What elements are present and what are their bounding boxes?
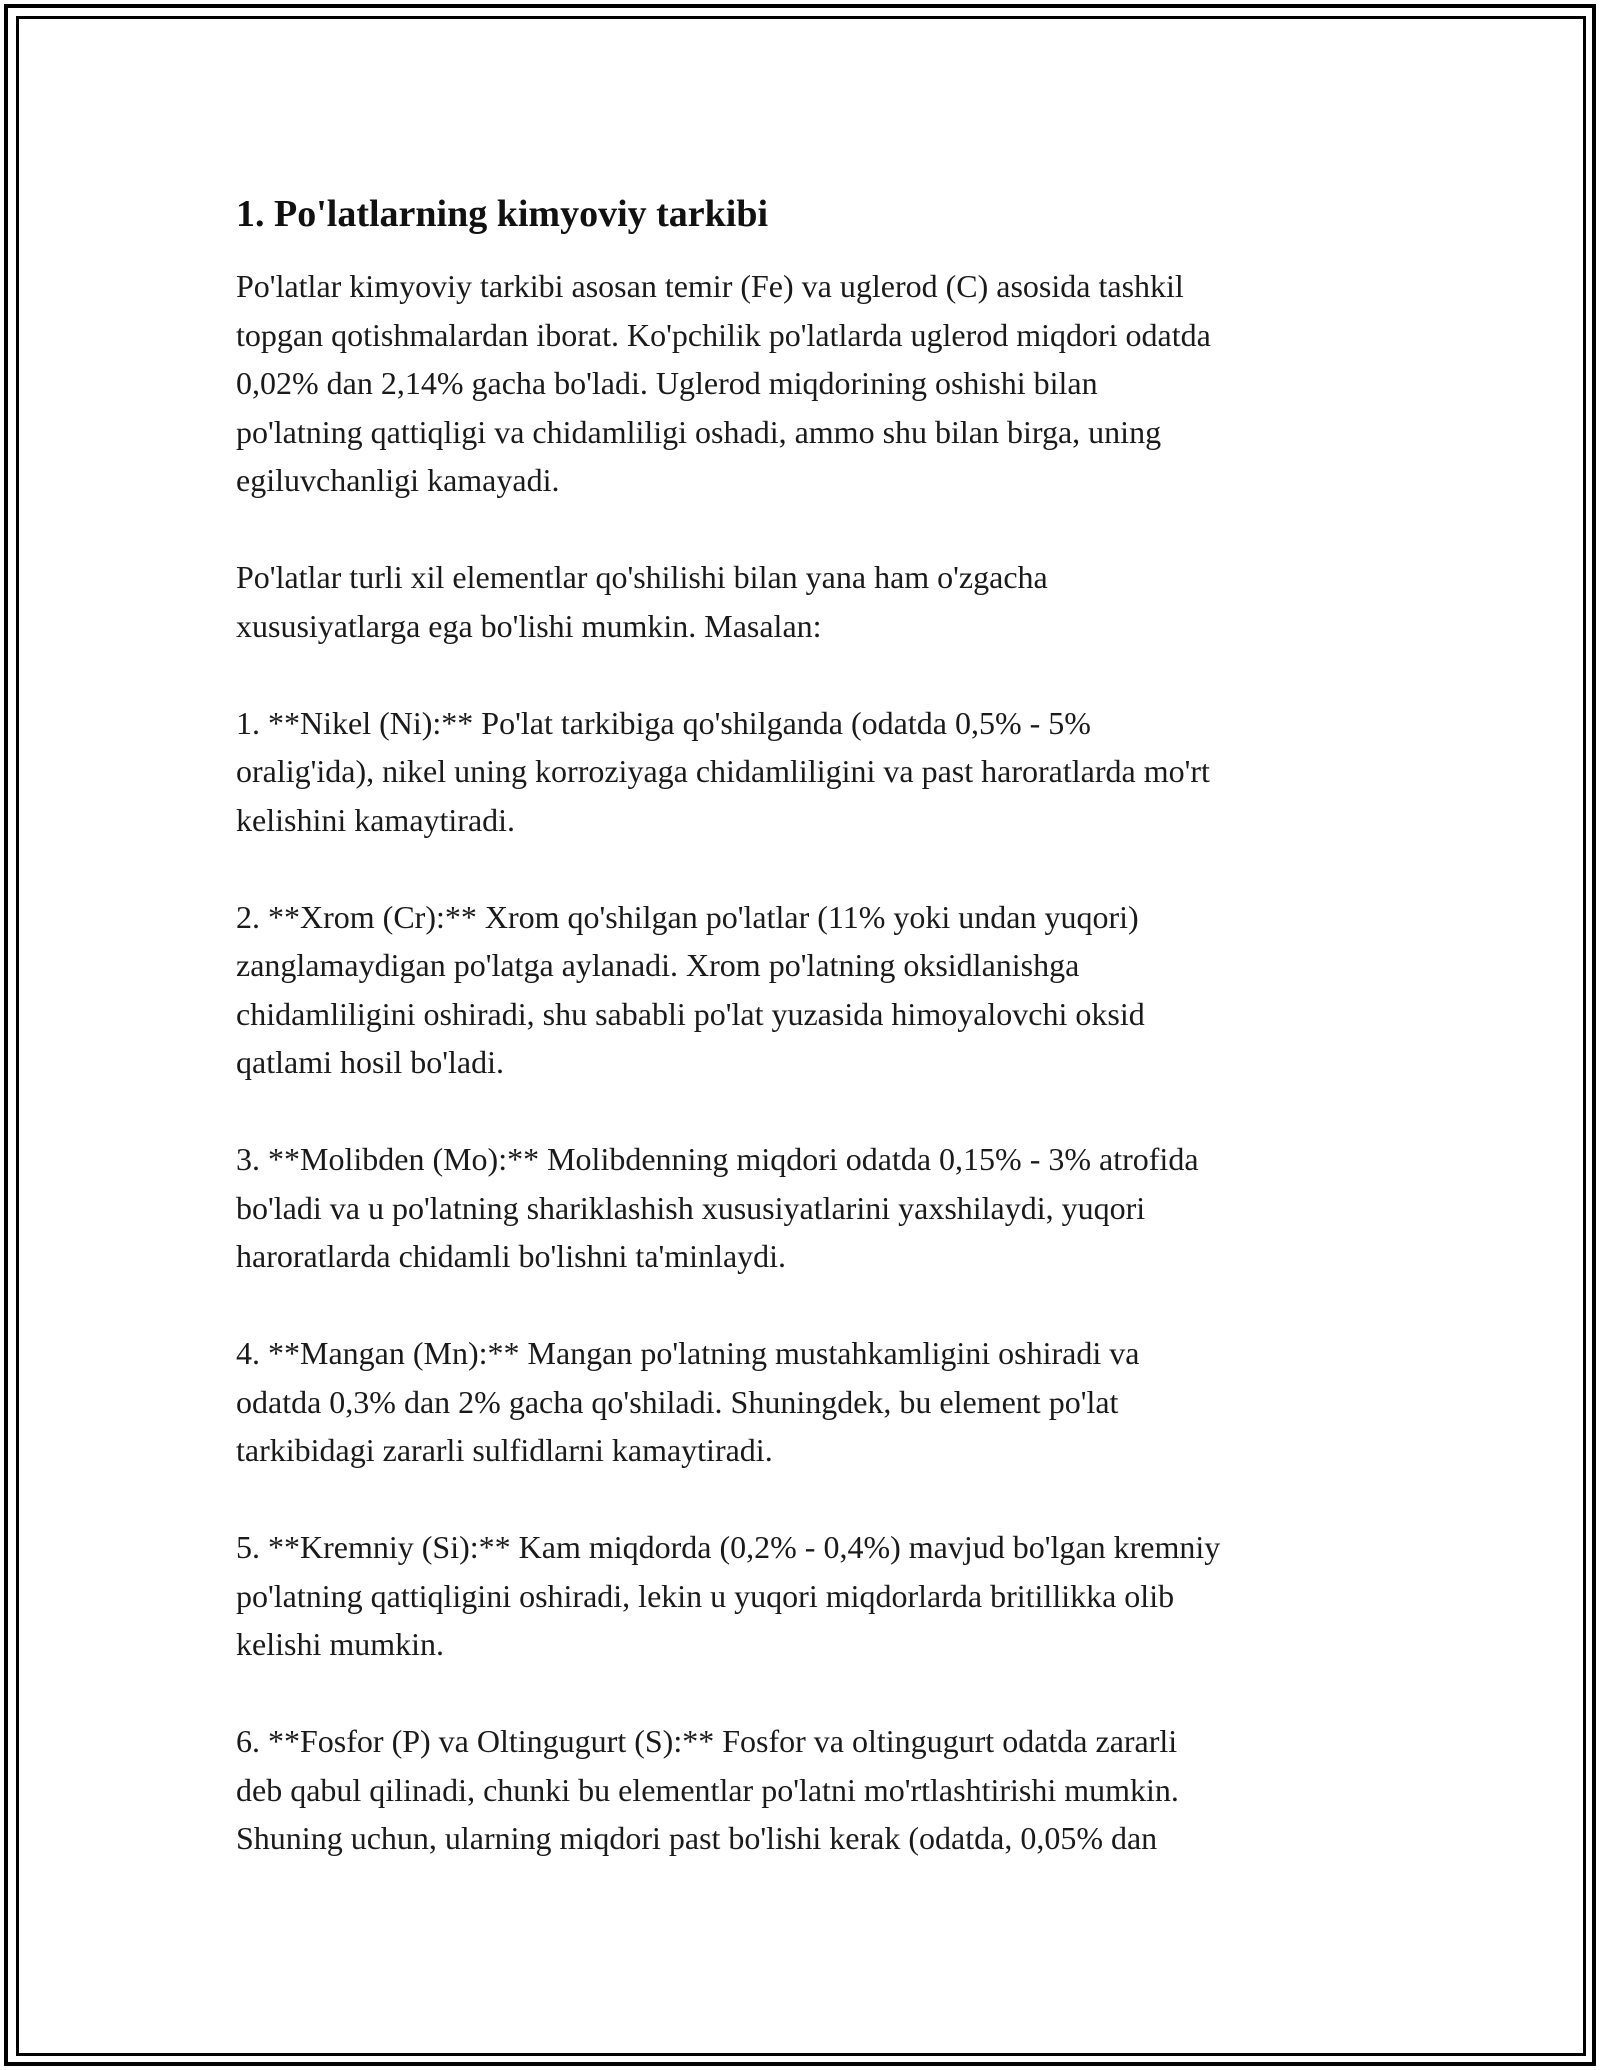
elements-intro-paragraph: Po'latlar turli xil elementlar qo'shilishi bilan yana ham o'zgacha xususiyatlarga ega bo'lishi mumkin. Masalan: xyxy=(236,559,1048,644)
list-item-manganese: 4. **Mangan (Mn):** Mangan po'latning mustahkamligini oshiradi va odatda 0,3% dan 2% gacha qo'shiladi. Shuningdek, bu element po'lat tarkibidagi zararli sulfidlarni kamaytiradi. xyxy=(236,1335,1140,1468)
list-item-phosphorus-sulfur: 6. **Fosfor (P) va Oltingugurt (S):** Fosfor va oltingugurt odatda zararli deb qabul qilinadi, chunki bu elementlar po'latni mo'rtlashtirishi mumkin. Shuning uchun, ularning miqdori past bo'lishi kerak (odatda, 0,05% dan xyxy=(236,1723,1179,1856)
list-item-nickel: 1. **Nikel (Ni):** Po'lat tarkibiga qo'shilganda (odatda 0,5% - 5% oralig'ida), nikel uning korroziyaga chidamliligini va past haroratlarda mo'rt kelishini kamaytiradi. xyxy=(236,704,1210,838)
list-item-chromium: 2. **Xrom (Cr):** Xrom qo'shilgan po'latlar (11% yoki undan yuqori) zanglamaydigan po'latga aylanadi. Xrom po'latning oksidlanishga chidamliligini oshiradi, shu sababli po'lat yuzasida himoyalovchi oksid qatlami hosil bo'ladi. xyxy=(236,898,1145,1080)
list-item-silicon: 5. **Kremniy (Si):** Kam miqdorda (0,2% - 0,4%) mavjud bo'lgan kremniy po'latning qattiqligini oshiradi, lekin u yuqori miqdorlarda britillikka olib kelishi mumkin. xyxy=(236,1529,1221,1662)
list-item-molybdenum: 3. **Molibden (Mo):** Molibdenning miqdori odatda 0,15% - 3% atrofida bo'ladi va u po'latning shariklashish xususiyatlarini yaxshilaydi, yuqori haroratlarda chidamli bo'lishni ta'minlaydi. xyxy=(236,1141,1199,1274)
intro-paragraph: Po'latlar kimyoviy tarkibi asosan temir (Fe) va uglerod (C) asosida tashkil topgan qotishmalardan iborat. Ko'pchilik po'latlarda uglerod miqdori odatda 0,02% dan 2,14% gacha bo'ladi. Uglerod miqdorining oshishi bilan po'latning qattiqligi va chidamliligi oshadi, ammo shu bilan birga, uning egiluvchanligi kamayadi. xyxy=(236,268,1211,498)
section-heading: 1. Po'latlarning kimyoviy tarkibi xyxy=(236,193,769,235)
document-body xyxy=(236,188,1396,1911)
